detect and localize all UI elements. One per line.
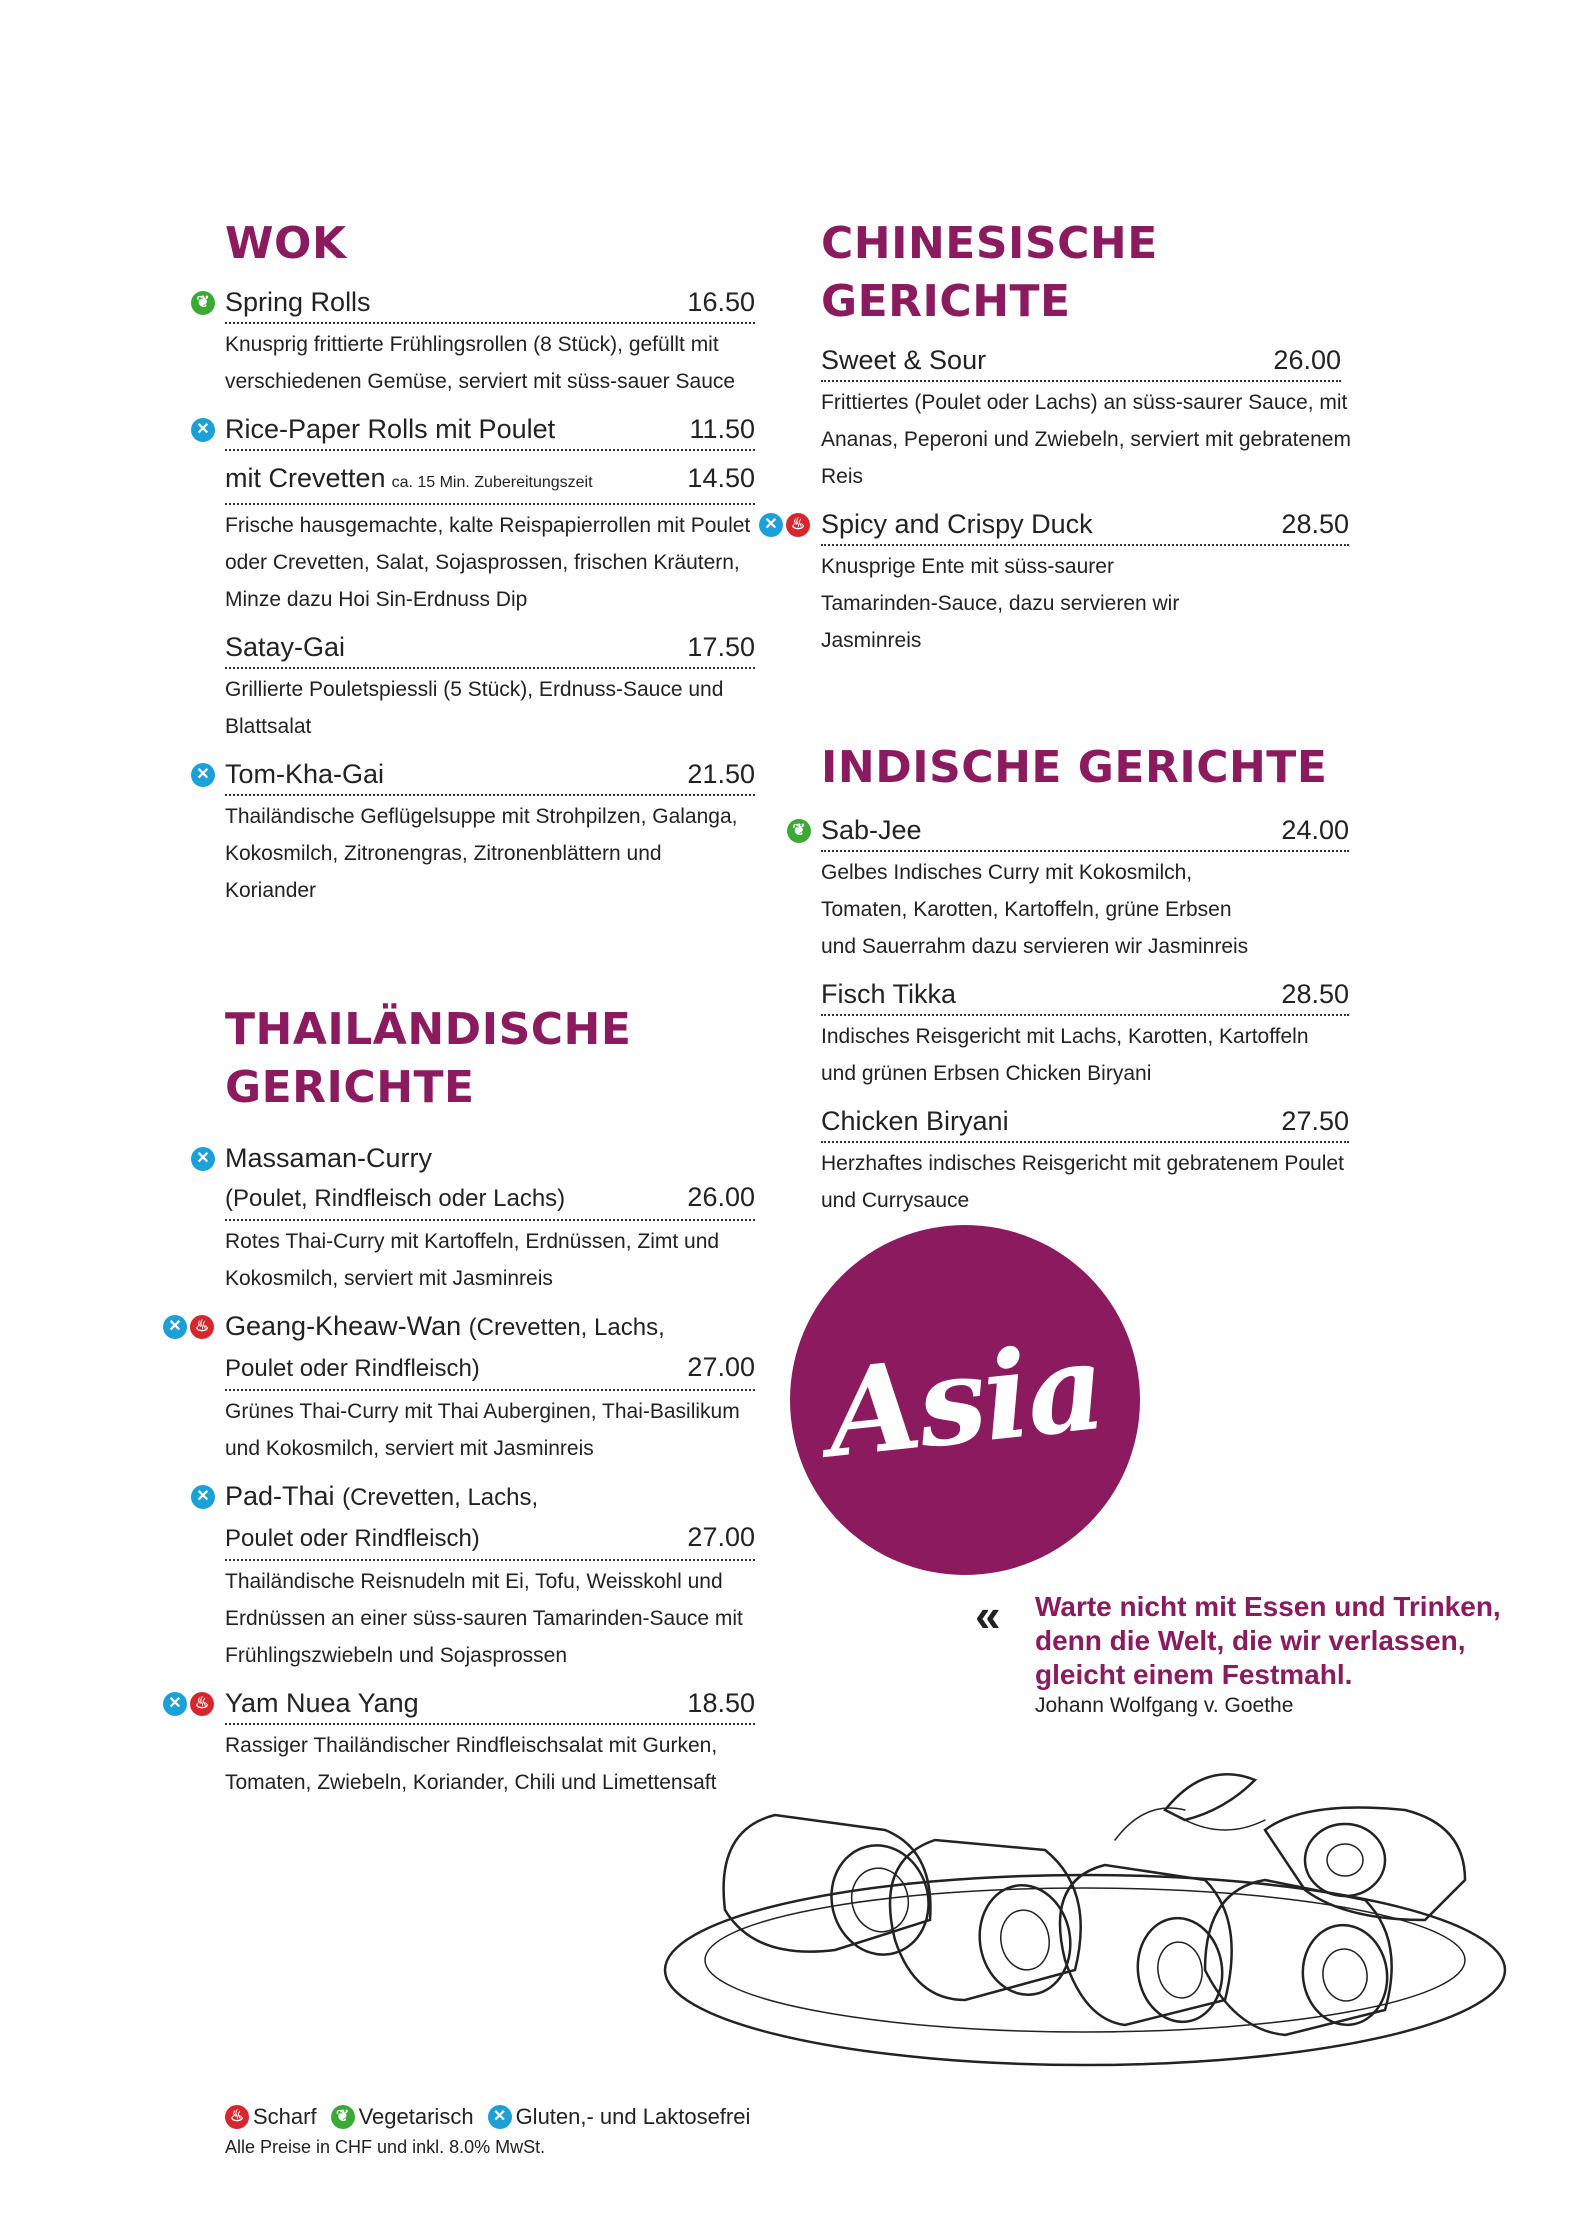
section-title-wok: WOK: [225, 218, 347, 269]
item-price: 28.50: [1281, 979, 1349, 1009]
vegetarian-icon: ❦: [787, 819, 811, 843]
gluten-free-icon: ✕: [191, 418, 215, 442]
menu-item: [821, 341, 1351, 495]
item-price: 27.00: [687, 1352, 755, 1382]
item-name-variant: mit Crevetten: [225, 463, 386, 493]
item-name: Satay-Gai: [225, 632, 346, 662]
item-name: Sweet & Sour: [821, 345, 987, 375]
vegetarian-icon: ❦: [331, 2105, 355, 2129]
item-name-line2: Poulet oder Rindfleisch): [225, 1525, 480, 1552]
legend-spicy: Scharf: [253, 2104, 317, 2129]
item-price: 11.50: [689, 414, 755, 444]
item-name: Spring Rolls: [225, 287, 371, 317]
price-note: Alle Preise in CHF und inkl. 8.0% MwSt.: [225, 2137, 546, 2157]
preparation-note: ca. 15 Min. Zubereitungszeit: [391, 474, 593, 491]
item-name: Sab-Jee: [821, 815, 922, 845]
quote-mark-icon: «: [975, 1589, 1001, 1641]
quote-line: Warte nicht mit Essen und Trinken,: [1035, 1591, 1501, 1622]
menu-item: [168, 1307, 755, 1467]
item-price: 26.00: [687, 1182, 755, 1212]
item-description: Rotes Thai-Curry mit Kartoffeln, Erdnüssen, Zimt und Kokosmilch, serviert mit Jasminreis: [225, 1230, 720, 1290]
section-title-indian: INDISCHE GERICHTE: [821, 742, 1328, 793]
item-name: Fisch Tikka: [821, 979, 957, 1009]
item-name-options: (Crevetten, Lachs,: [342, 1484, 539, 1511]
item-description: Frittiertes (Poulet oder Lachs) an süss-saurer Sauce, mit Ananas, Peperoni und Zwiebeln, serviert mit gebratenem Reis: [821, 391, 1351, 488]
item-name: Pad-Thai: [225, 1481, 335, 1511]
item-price: 27.50: [1281, 1106, 1349, 1136]
menu-item: [196, 410, 755, 618]
section-chinese: [764, 215, 1351, 659]
item-description: Knusprige Ente mit süss-saurer Tamarinden-Sauce, dazu servieren wir Jasminreis: [821, 555, 1180, 652]
gluten-free-icon: ✕: [163, 1315, 187, 1339]
item-description: Grünes Thai-Curry mit Thai Auberginen, Thai-Basilikum und Kokosmilch, serviert mit Jasminreis: [225, 1400, 740, 1460]
item-name: Geang-Kheaw-Wan: [225, 1311, 462, 1341]
gluten-free-icon: ✕: [759, 513, 783, 537]
section-title-thai: THAILÄNDISCHE GERICHTE: [225, 1004, 632, 1113]
spring-rolls-illustration: [645, 1770, 1545, 2090]
item-name: Chicken Biryani: [821, 1106, 1009, 1136]
item-price: 18.50: [687, 1688, 755, 1718]
section-wok: [196, 215, 755, 909]
legend-vegetarian: Vegetarisch: [358, 2104, 474, 2129]
legend-gluten-free: Gluten,- und Laktosefrei: [515, 2104, 751, 2129]
item-description: Thailändische Geflügelsuppe mit Strohpilzen, Galanga, Kokosmilch, Zitronengras, Zitronenblättern und Koriander: [225, 805, 738, 902]
item-name-options: (Crevetten, Lachs,: [468, 1314, 665, 1341]
item-price: 21.50: [687, 759, 755, 789]
item-description: Gelbes Indisches Curry mit Kokosmilch, Tomaten, Karotten, Kartoffeln, grüne Erbsen und Sauerrahm dazu servieren wir Jasminreis: [821, 861, 1249, 958]
spicy-chili-icon: ♨: [786, 513, 810, 537]
item-name: Massaman-Curry: [225, 1143, 433, 1173]
legend: [225, 2102, 925, 2160]
item-name: Spicy and Crispy Duck: [821, 509, 1093, 539]
menu-item: [821, 975, 1351, 1092]
item-description: Indisches Reisgericht mit Lachs, Karotten, Kartoffeln und grünen Erbsen Chicken Biryani: [821, 1025, 1309, 1085]
section-indian: [792, 739, 1351, 1219]
right-column: [764, 215, 1351, 1219]
gluten-free-icon: ✕: [191, 763, 215, 787]
menu-item: [196, 1477, 755, 1674]
item-description: Frische hausgemachte, kalte Reispapierrollen mit Poulet oder Crevetten, Salat, Sojasprossen, frischen Kräutern, Minze dazu Hoi Sin-Erdnuss Dip: [225, 514, 751, 611]
menu-item: [225, 628, 755, 745]
quote-author: Johann Wolfgang v. Goethe: [1035, 1694, 1294, 1717]
quote-line: denn die Welt, die wir verlassen,: [1035, 1625, 1466, 1656]
spicy-chili-icon: ♨: [190, 1315, 214, 1339]
gluten-free-icon: ✕: [191, 1147, 215, 1171]
gluten-free-icon: ✕: [191, 1485, 215, 1509]
quote-line: gleicht einem Festmahl.: [1035, 1659, 1353, 1690]
section-thai: [168, 1001, 755, 1801]
menu-item: [196, 1139, 755, 1297]
asia-logo-text: Asia: [820, 1315, 1110, 1485]
item-price: 28.50: [1281, 509, 1349, 539]
left-column: [168, 215, 755, 1801]
menu-item: [196, 283, 755, 400]
menu-item: [792, 811, 1351, 965]
item-name-line2: (Poulet, Rindfleisch oder Lachs): [225, 1185, 566, 1212]
spicy-chili-icon: ♨: [190, 1692, 214, 1716]
item-description: Thailändische Reisnudeln mit Ei, Tofu, Weisskohl und Erdnüssen an einer süss-sauren Tamarinden-Sauce mit Frühlingszwiebeln und Sojasprossen: [225, 1570, 743, 1667]
gluten-free-icon: ✕: [163, 1692, 187, 1716]
menu-item: [821, 1102, 1351, 1219]
menu-item: [764, 505, 1351, 659]
item-name-line2: Poulet oder Rindfleisch): [225, 1355, 480, 1382]
goethe-quote: [970, 1590, 1510, 1720]
item-name: Rice-Paper Rolls mit Poulet: [225, 414, 556, 444]
spicy-chili-icon: ♨: [225, 2105, 249, 2129]
item-price: 24.00: [1281, 815, 1349, 845]
asia-logo: [790, 1225, 1140, 1575]
item-name: Tom-Kha-Gai: [225, 759, 385, 789]
item-description: Grillierte Pouletspiessli (5 Stück), Erdnuss-Sauce und Blattsalat: [225, 678, 724, 738]
item-price: 26.00: [1273, 345, 1341, 375]
gluten-free-icon: ✕: [488, 2105, 512, 2129]
vegetarian-icon: ❦: [191, 291, 215, 315]
item-price: 27.00: [687, 1522, 755, 1552]
item-description: Rassiger Thailändischer Rindfleischsalat mit Gurken, Tomaten, Zwiebeln, Koriander, Chili und Limettensaft: [225, 1734, 718, 1794]
menu-item: [196, 755, 755, 909]
section-title-chinese: CHINESISCHE GERICHTE: [821, 218, 1158, 327]
item-price: 14.50: [687, 463, 755, 493]
item-price: 16.50: [687, 287, 755, 317]
item-description: Knusprig frittierte Frühlingsrollen (8 Stück), gefüllt mit verschiedenen Gemüse, serviert mit süss-sauer Sauce: [225, 333, 736, 393]
item-price: 17.50: [687, 632, 755, 662]
item-description: Herzhaftes indisches Reisgericht mit gebratenem Poulet und Currysauce: [821, 1152, 1344, 1212]
item-name: Yam Nuea Yang: [225, 1688, 419, 1718]
